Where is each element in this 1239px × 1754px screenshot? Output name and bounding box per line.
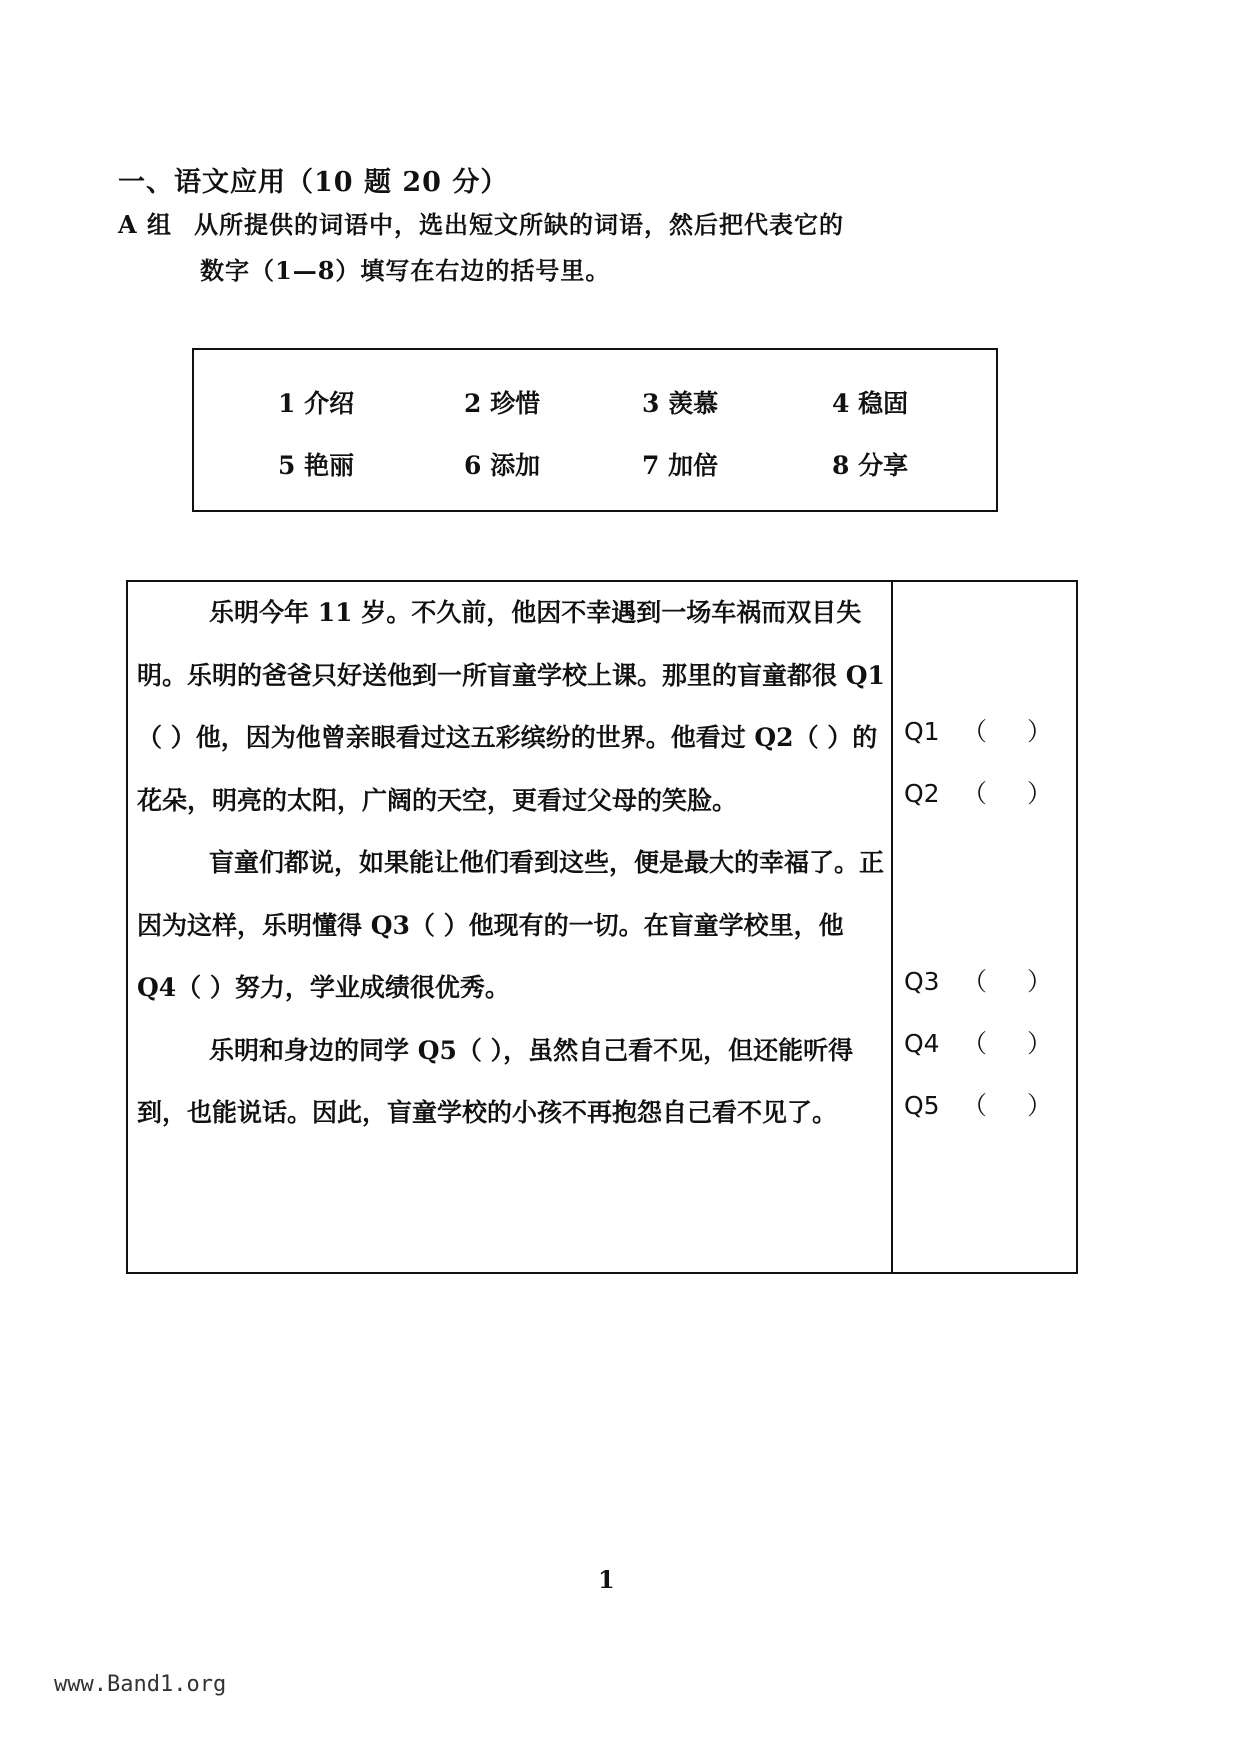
answer-label: Q1 — [904, 717, 940, 746]
paren-open: （ — [962, 1029, 988, 1058]
paren-open: （ — [962, 717, 988, 746]
passage-text — [137, 582, 887, 1145]
answer-slot-q3[interactable] — [904, 962, 1052, 998]
answer-slot-q2[interactable] — [904, 774, 1052, 810]
paren-open: （ — [962, 967, 988, 996]
answer-slot-q5[interactable] — [904, 1086, 1052, 1122]
paren-open: （ — [962, 779, 988, 808]
word-option: 1 介绍 — [278, 389, 355, 418]
passage-paragraph: 乐明今年 11 岁。不久前，他因不幸遇到一场车祸而双目失明。乐明的爸爸只好送他到一所盲童学校上课。那里的盲童都很 Q1（ ）他，因为他曾亲眼看过这五彩缤纷的世界。他看过 Q2（ ）的花朵，明亮的太阳，广阔的天空，更看过父母的笑脸。 — [137, 598, 885, 815]
answer-column-divider — [891, 582, 893, 1272]
answer-label: Q3 — [904, 967, 940, 996]
paren-open: （ — [962, 1091, 988, 1120]
word-option: 7 加倍 — [642, 451, 719, 480]
page-number: 1 — [598, 1565, 615, 1594]
answer-label: Q2 — [904, 779, 940, 808]
answer-label: Q5 — [904, 1091, 940, 1120]
passage-paragraph: 盲童们都说，如果能让他们看到这些，便是最大的幸福了。正因为这样，乐明懂得 Q3（ ）他现有的一切。在盲童学校里，他 Q4（ ）努力，学业成绩很优秀。 — [137, 848, 885, 1002]
word-bank-box — [192, 348, 998, 512]
instruction-line-1: 从所提供的词语中，选出短文所缺的词语，然后把代表它的 — [193, 210, 844, 239]
passage-box — [126, 580, 1078, 1274]
answer-label: Q4 — [904, 1029, 940, 1058]
answer-slot-q1[interactable] — [904, 712, 1052, 748]
word-bank-grid — [278, 384, 992, 508]
passage-paragraph: 乐明和身边的同学 Q5（ ），虽然自己看不见，但还能听得到，也能说话。因此，盲童学校的小孩不再抱怨自己看不见了。 — [137, 1035, 854, 1127]
paren-close: ） — [1027, 717, 1053, 746]
word-option: 4 稳固 — [832, 389, 909, 418]
word-option: 3 羡慕 — [642, 389, 719, 418]
group-instruction — [118, 205, 844, 240]
word-option: 5 艳丽 — [278, 451, 355, 480]
word-option: 2 珍惜 — [464, 389, 541, 418]
footer-url[interactable]: www.Band1.org — [54, 1672, 227, 1697]
paren-close: ） — [1027, 1091, 1053, 1120]
paren-close: ） — [1027, 779, 1053, 808]
answer-slot-q4[interactable] — [904, 1024, 1052, 1060]
word-option: 8 分享 — [832, 451, 909, 480]
paren-close: ） — [1027, 1029, 1053, 1058]
section-title: 一、语文应用（10 题 20 分） — [118, 167, 509, 198]
word-option: 6 添加 — [464, 451, 541, 480]
paren-close: ） — [1027, 967, 1053, 996]
instruction-line-2: 数字（1—8）填写在右边的括号里。 — [200, 256, 611, 285]
group-label: A 组 — [118, 210, 172, 239]
